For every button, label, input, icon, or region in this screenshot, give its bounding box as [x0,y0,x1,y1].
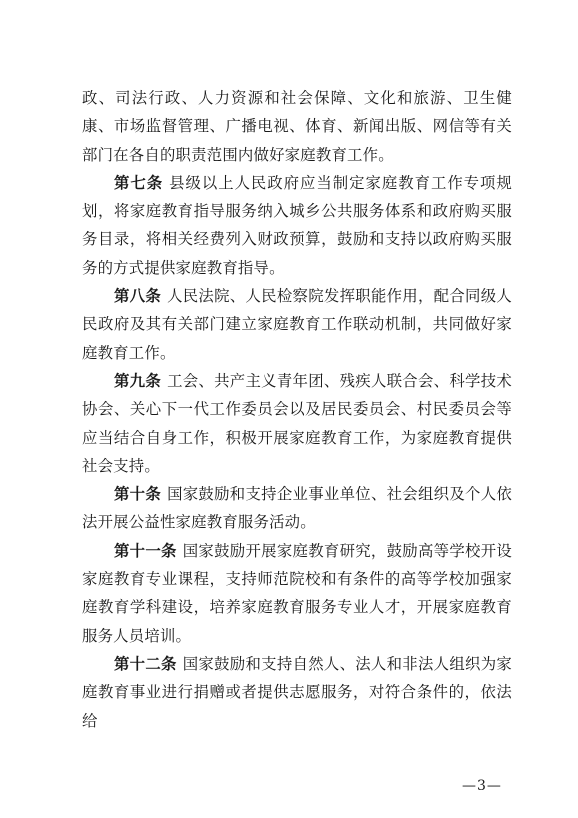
article-text: 工会、共产主义青年团、残疾人联合会、科学技术协会、关心下一代工作委员会以及居民委员会、村民委员会等应当结合自身工作，积极开展家庭教育工作，为家庭教育提供社会支持。 [82,371,512,475]
article-7 [82,169,512,282]
article-number: 第九条 [114,371,162,390]
article-12 [82,650,512,735]
article-11 [82,537,512,650]
article-number: 第八条 [114,287,162,306]
article-text: 国家鼓励和支持企业事业单位、社会组织及个人依法开展公益性家庭教育服务活动。 [82,485,512,532]
article-9 [82,367,512,480]
intro-paragraph: 政、司法行政、人力资源和社会保障、文化和旅游、卫生健康、市场监督管理、广播电视、体育、新闻出版、网信等有关部门在各自的职责范围内做好家庭教育工作。 [82,89,512,164]
article-text: 国家鼓励开展家庭教育研究，鼓励高等学校开设家庭教育专业课程，支持师范院校和有条件的高等学校加强家庭教育学科建设，培养家庭教育服务专业人才，开展家庭教育服务人员培训。 [82,541,512,645]
article-8 [82,282,512,367]
article-number: 第十条 [114,485,162,504]
article-10 [82,480,512,537]
article-number: 第七条 [114,173,164,192]
article-text: 县级以上人民政府应当制定家庭教育工作专项规划，将家庭教育指导服务纳入城乡公共服务体系和政府购买服务目录，将相关经费列入财政预算，鼓励和支持以政府购买服务的方式提供家庭教育指导。 [82,173,513,277]
page-number: —3— [462,778,502,794]
article-number: 第十一条 [114,541,177,560]
article-text: 国家鼓励和支持自然人、法人和非法人组织为家庭教育事业进行捐赠或者提供志愿服务，对符合条件的，依法给 [82,654,512,730]
document-page [82,84,512,735]
article-number: 第十二条 [114,654,177,673]
article-text: 人民法院、人民检察院发挥职能作用，配合同级人民政府及其有关部门建立家庭教育工作联动机制，共同做好家庭教育工作。 [82,287,512,362]
